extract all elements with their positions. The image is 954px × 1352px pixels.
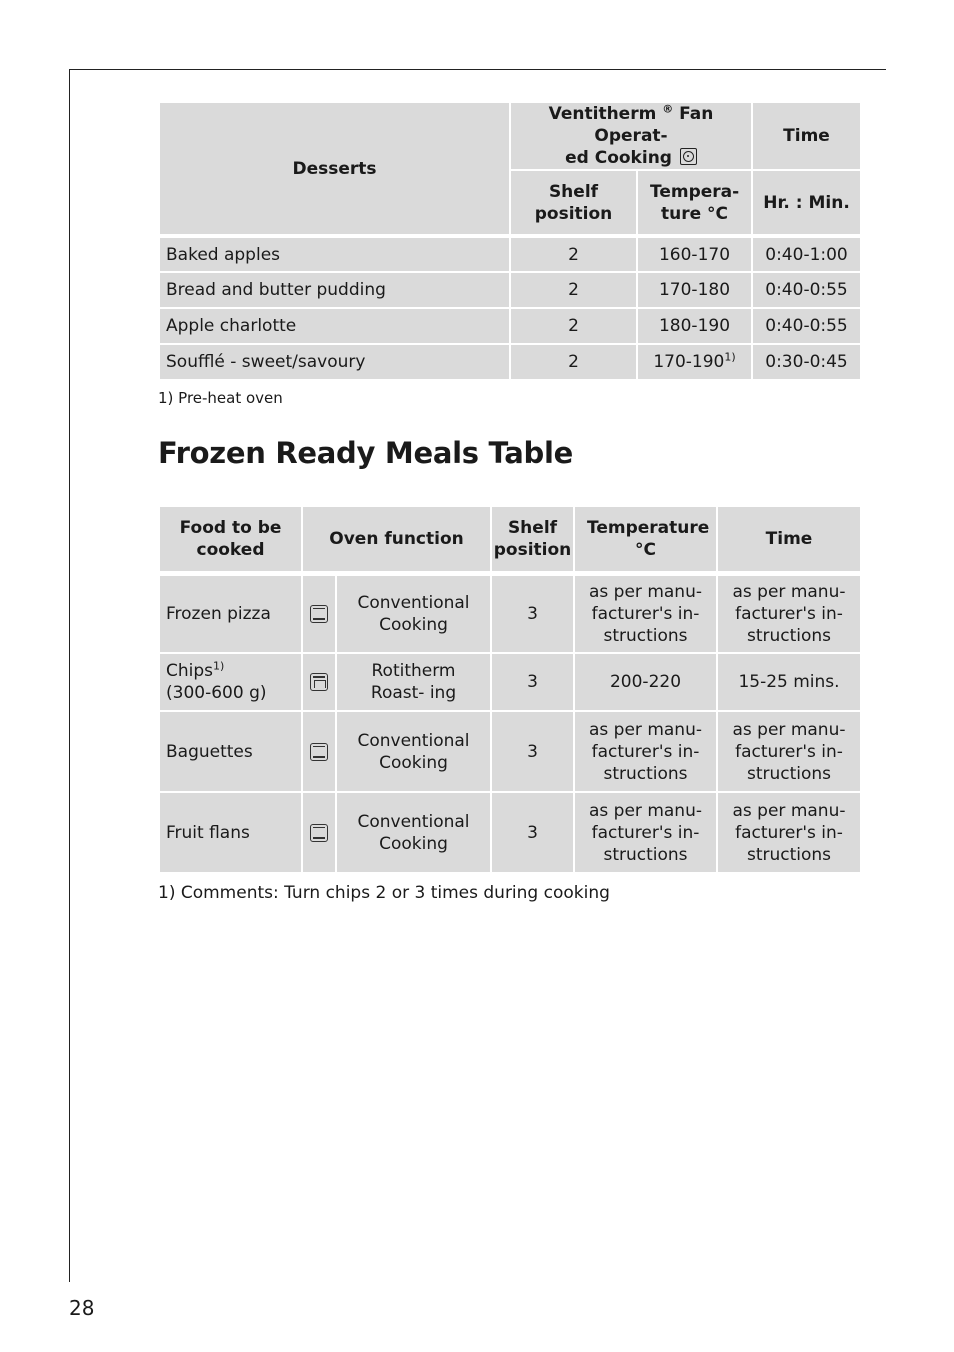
desserts-header-time-unit: Hr. : Min. <box>752 170 861 236</box>
food-name <box>159 653 302 711</box>
shelf-position: 2 <box>510 272 637 308</box>
oven-function <box>336 573 491 653</box>
function-name: Ventitherm <box>548 104 657 124</box>
desserts-header-category: Desserts <box>159 102 510 236</box>
temperature-value: 170-180 <box>658 280 731 300</box>
food-name <box>159 573 302 653</box>
desserts-body <box>159 236 861 380</box>
table-row <box>159 236 861 272</box>
cooking-time: 0:40-1:00 <box>752 236 861 272</box>
oven-function <box>336 653 491 711</box>
page-number: 28 <box>69 1296 95 1320</box>
frozen-meals-table <box>158 505 862 874</box>
fan-icon <box>680 148 697 165</box>
shelf-position: 2 <box>510 344 637 380</box>
meals-header-food <box>159 506 302 573</box>
temperature <box>637 236 752 272</box>
cooking-time: 0:40-0:55 <box>752 308 861 344</box>
top-rule <box>69 69 886 70</box>
registered-mark: ® <box>662 102 674 116</box>
table-row <box>159 573 861 653</box>
temperature-label: Tempera- ture °C <box>650 181 740 224</box>
temperature <box>574 792 717 873</box>
food-label: Frozen pizza <box>166 603 271 624</box>
function-name-part: ed Cooking <box>565 148 672 168</box>
desserts-header-time: Time <box>752 102 861 170</box>
meals-footnote: 1) Comments: Turn chips 2 or 3 times during cooking <box>158 883 610 903</box>
desserts-header-row <box>159 102 861 170</box>
temperature <box>637 272 752 308</box>
oven-function-icon-cell <box>302 711 336 792</box>
oven-function-icon-cell <box>302 792 336 873</box>
meals-header-row <box>159 506 861 573</box>
desserts-footnote: 1) Pre-heat oven <box>158 389 283 407</box>
meals-body <box>159 573 861 873</box>
oven-function <box>336 792 491 873</box>
temperature <box>574 711 717 792</box>
shelf-position: 3 <box>491 653 574 711</box>
table-row <box>159 308 861 344</box>
dish-name: Apple charlotte <box>159 308 510 344</box>
oven-function-icon-cell <box>302 653 336 711</box>
temperature-value: 200-220 <box>609 672 682 692</box>
shelf-position: 2 <box>510 308 637 344</box>
footnote-ref: 1) <box>724 350 736 364</box>
time-value: as per manu- facturer's in- structions <box>732 800 846 865</box>
shelf-position: 2 <box>510 236 637 272</box>
food-label: Food to be cooked <box>179 517 282 560</box>
desserts-table <box>158 101 862 381</box>
conventional-cooking-icon <box>310 605 328 623</box>
temperature-value: as per manu- facturer's in- structions <box>589 719 702 784</box>
cooking-time <box>717 653 861 711</box>
footnote-ref: 1) <box>213 659 225 673</box>
food-label: Baguettes <box>166 741 253 762</box>
dish-name: Baked apples <box>159 236 510 272</box>
desserts-header-function <box>510 102 752 170</box>
cooking-time <box>717 792 861 873</box>
time-value: 15-25 mins. <box>738 672 840 692</box>
temperature-value: 170-190 <box>653 352 725 372</box>
shelf-position: 3 <box>491 792 574 873</box>
time-value: as per manu- facturer's in- structions <box>732 719 846 784</box>
dish-name: Soufflé - sweet/savoury <box>159 344 510 380</box>
desserts-header-temperature <box>637 170 752 236</box>
food-weight: (300-600 g) <box>166 683 267 703</box>
desserts-header-shelf <box>510 170 637 236</box>
meals-header-time: Time <box>717 506 861 573</box>
conventional-cooking-icon <box>310 824 328 842</box>
table-row <box>159 792 861 873</box>
cooking-time: 0:30-0:45 <box>752 344 861 380</box>
oven-function-label: Conventional Cooking <box>357 730 470 773</box>
shelf-label: Shelf position <box>534 181 613 224</box>
table-row <box>159 272 861 308</box>
cooking-time <box>717 711 861 792</box>
time-value: as per manu- facturer's in- structions <box>732 581 846 646</box>
dish-name: Bread and butter pudding <box>159 272 510 308</box>
food-label: Chips <box>166 661 214 681</box>
page-title: Frozen Ready Meals Table <box>158 436 573 470</box>
oven-function-label: Conventional Cooking <box>357 811 470 854</box>
temperature-label: Temperature °C <box>587 517 710 560</box>
function-name-part: Fan Operat- <box>594 104 714 146</box>
meals-header-function: Oven function <box>302 506 491 573</box>
temperature <box>574 573 717 653</box>
temperature <box>574 653 717 711</box>
shelf-position: 3 <box>491 573 574 653</box>
meals-header-shelf: Shelf position <box>491 506 574 573</box>
left-rule <box>69 69 70 1282</box>
food-label: Fruit flans <box>166 822 250 843</box>
temperature-value: as per manu- facturer's in- structions <box>589 581 702 646</box>
rotitherm-roasting-icon <box>310 673 328 691</box>
temperature <box>637 308 752 344</box>
food-name <box>159 792 302 873</box>
oven-function <box>336 711 491 792</box>
table-row <box>159 653 861 711</box>
table-row <box>159 344 861 380</box>
oven-function-label: Rotitherm Roast- ing <box>370 661 457 703</box>
oven-function-label: Conventional Cooking <box>357 592 470 635</box>
temperature-value: as per manu- facturer's in- structions <box>589 800 702 865</box>
cooking-time: 0:40-0:55 <box>752 272 861 308</box>
cooking-time <box>717 573 861 653</box>
temperature-value: 160-170 <box>658 244 731 265</box>
meals-header-temperature <box>574 506 717 573</box>
conventional-cooking-icon <box>310 743 328 761</box>
temperature-value: 180-190 <box>658 316 731 336</box>
food-name <box>159 711 302 792</box>
temperature <box>637 344 752 380</box>
table-row <box>159 711 861 792</box>
oven-function-icon-cell <box>302 573 336 653</box>
shelf-position: 3 <box>491 711 574 792</box>
